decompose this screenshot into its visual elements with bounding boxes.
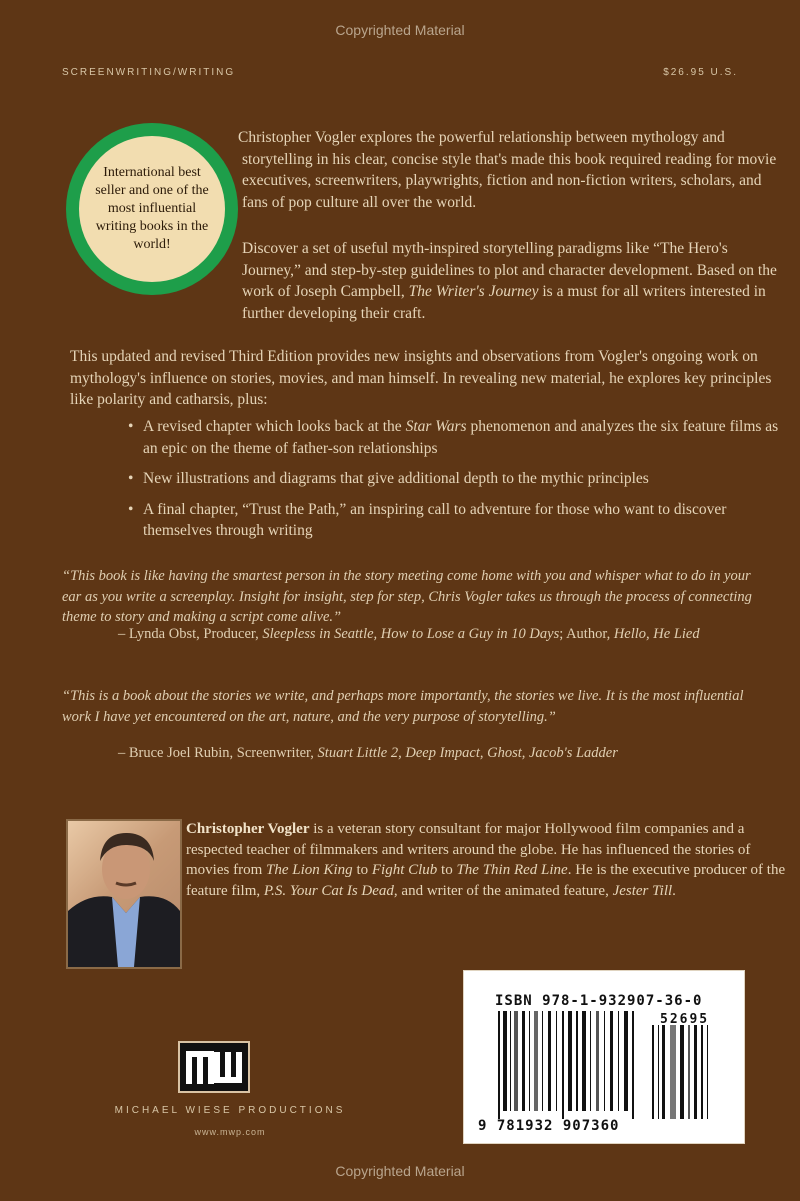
feature-list [128,416,788,551]
testimonial-attribution-1: – Lynda Obst, Producer, Sleepless in Seattle, How to Lose a Guy in 10 Days; Author, Hello, He Lied [118,626,700,642]
ean-digits: 9 781932 907360 [478,1118,620,1134]
publisher-name: MICHAEL WIESE PRODUCTIONS [114,1105,346,1116]
price-label: $26.95 U.S. [663,67,738,78]
publisher-url[interactable]: www.mwp.com [194,1127,266,1137]
mw-logo-icon [185,1048,243,1086]
author-photo [66,819,182,969]
category-label: SCREENWRITING/WRITING [62,67,236,78]
description-paragraph-2: Discover a set of useful myth-inspired storytelling paradigms like “The Hero's Journey,” and step-by-step guidelines to plot and character development. Based on the work of Joseph Campbell, The Writer's Journey is a must for all writers interested in further developing their craft. [242,240,777,322]
testimonial-quote-1: “This book is like having the smartest person in the story meeting come home with you and whisper what to do in your ear as you write a screenplay. Insight for insight, step for step, Chris Vogler takes us through the process of connecting theme to story and making a script come alive.” [62,568,752,625]
author-portrait-icon [68,821,180,967]
feature-item: • New illustrations and diagrams that give additional depth to the mythic principles [128,468,788,490]
testimonial-attribution-2: – Bruce Joel Rubin, Screenwriter, Stuart Little 2, Deep Impact, Ghost, Jacob's Ladder [118,745,618,761]
copyright-watermark-bottom: Copyrighted Material [335,1163,465,1179]
description-paragraph-3: This updated and revised Third Edition provides new insights and observations from Vogler's ongoing work on mythology's influence on stories, movies, and man himself. In revealing new material, he explores key principles like polarity and catharsis, plus: [70,348,772,408]
author-bio: Christopher Vogler is a veteran story consultant for major Hollywood film companies and a respected teacher of filmmakers and writers around the globe. He has influenced the stories of movies from The Lion King to Fight Club to The Thin Red Line. He is the executive producer of the feature film, P.S. Your Cat Is Dead, and writer of the animated feature, Jester Till. [186,821,786,899]
description-paragraph-1: Christopher Vogler explores the powerful relationship between mythology and storytelling in his clear, concise style that's made this book required reading for movie executives, screenwriters, playwrights, fiction and non-fiction writers, scholars, and fans of pop culture all over the world. [238,129,777,211]
testimonial-quote-2: “This is a book about the stories we write, and perhaps more importantly, the stories we live. It is the most influential work I have yet encountered on the art, nature, and the very purpose of storytelling.” [62,688,744,725]
isbn-label: ISBN 978-1-932907-36-0 [495,993,703,1009]
price-code: 52695 [660,1012,710,1027]
feature-item: • A revised chapter which looks back at the Star Wars phenomenon and analyzes the six feature films as an epic on the theme of father-son relationships [128,416,788,459]
copyright-watermark-top: Copyrighted Material [335,22,465,38]
barcode-icon [476,1011,736,1129]
publisher-logo [178,1041,250,1093]
feature-item: • A final chapter, “Trust the Path,” an inspiring call to adventure for those who want to discover themselves through writing [128,499,788,542]
badge-text: International best seller and one of the most influential writing books in the world! [95,165,209,252]
bestseller-badge [66,123,238,295]
